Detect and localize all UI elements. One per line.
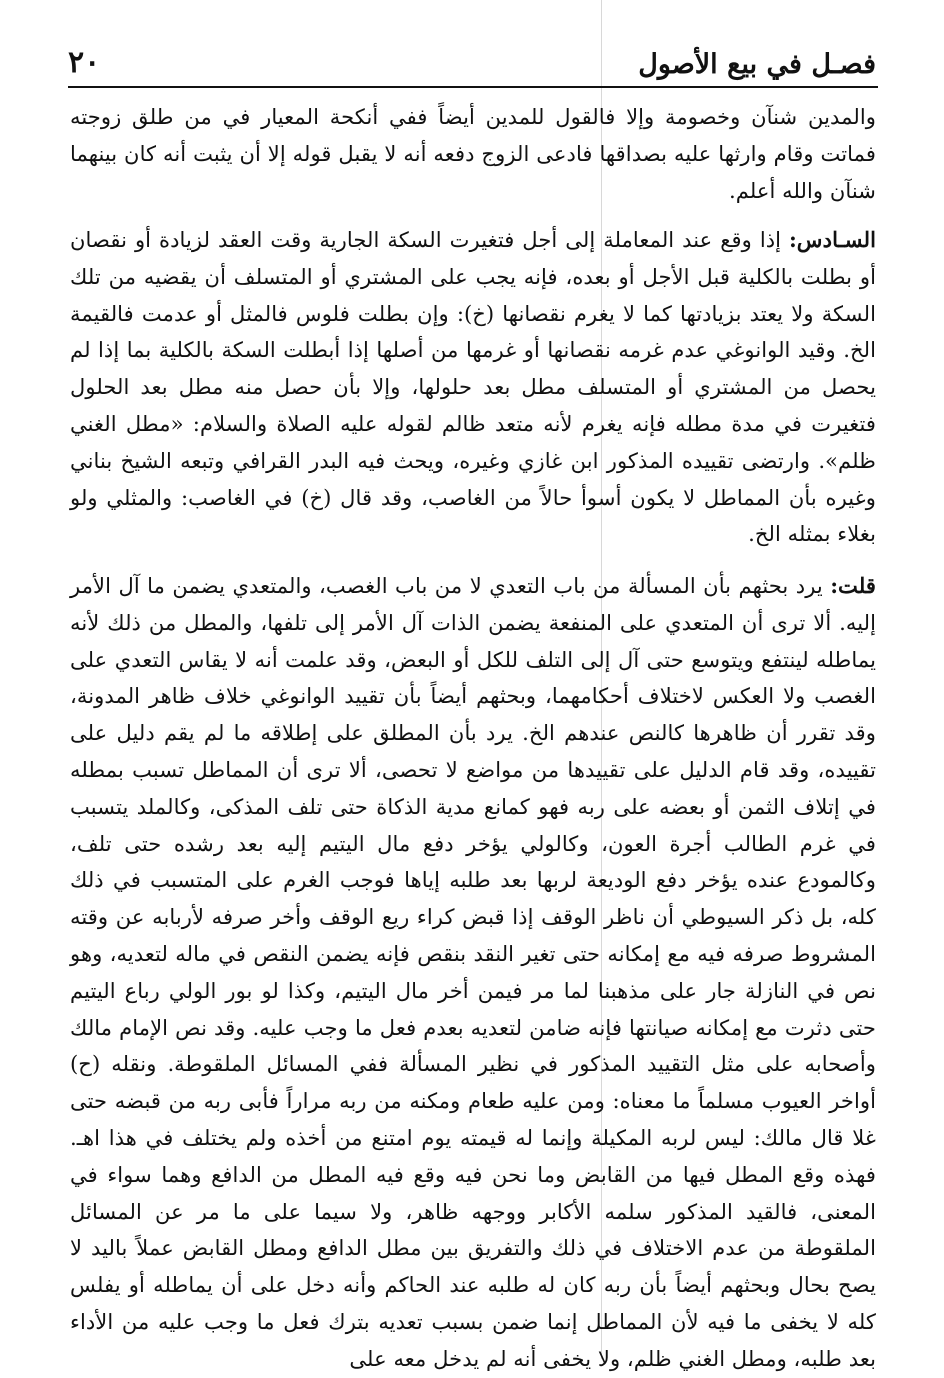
paragraph-text: يرد بحثهم بأن المسألة من باب التعدي لا من باب الغصب، والمتعدي يضمن ما آل الأمر إليه. ألا ترى أن المتعدي على المنفعة يضمن الذات آل الأمر إلى تلفها، والمطل من ذلك لأنه يماطله لينتفع ويتوسع حتى آل إلى التلف للكل أو البعض، وقد علمت أنه لا يقاس التعدي على الغصب ولا العكس لاختلاف أحكامهما، وبحثهم أيضاً بأن تقييد الوانوغي خلاف ظاهر المدونة، وقد تقرر أن ظاهرها كالنص عندهم الخ. يرد بأن المطلق على إطلاقه ما لم يقم دليل على تقييده، وقد قام الدليل على تقييدها من مواضع لا تحصى، ألا ترى أن المماطل تسبب بمطله في إتلاف الثمن أو بعضه على ربه فهو كمانع مدية الذكاة حتى تلف المذكى، وكالملد يتسبب في غرم الطالب أجرة العون، وكالولي يؤخر دفع مال اليتيم إليه بعد رشده حتى تلف، وكالمودع عنده يؤخر دفع الوديعة لربها بعد طلبه إياها فوجب الغرم على المتسبب في ذلك كله، بل ذكر السيوطي أن ناظر الوقف إذا قبض كراء ريع الوقف وأخر صرفه لأربابه عن وقته المشروط صرفه فيه مع إمكانه حتى تغير النقد بنقص فإنه يضمن النقص في ماله لتعديه، وهو نص في النازلة جار على مذهبنا لما مر فيمن أخر مال اليتيم، وكذا لو بور الولي رباع اليتيم حتى دثرت مع إمكانه صيانتها فإنه ضامن لتعديه بعدم فعل ما وجب عليه. وقد نص الإمام مالك وأصحابه على مثل التقييد المذكور في نظير المسألة ففي المسائل الملقوطة. ونقله (ح) أواخر العيوب مسلماً ما معناه: ومن عليه طعام ومكنه من ربه مراراً فأبى ربه من قبضه حتى غلا قال مالك: ليس لربه المكيلة وإنما له قيمته يوم امتنع من أخذه ولم يختلف في هذا اهـ. فهذه وقع المطل فيها من القابض وما نحن فيه وقع فيه المطل من الدافع وهما سواء في المعنى، فالقيد المذكور سلمه الأكابر ووجهه ظاهر، ولا سيما على ما مر عن المسائل الملقوطة من عدم الاختلاف في ذلك والتفريق بين مطل الدافع ومطل القابض عملاً باليد لا يصح بحال وبحثهم أيضاً بأن ربه كان له طلبه عند الحاكم وأنه دخل على أن يماطله أو يفلس كله لا يخفى ما فيه لأن المماطل إنما ضمن بسبب تعديه بترك فعل ما وجب عليه من الأداء بعد طلبه، ومطل الغني ظلم، ولا يخفى أنه لم يدخل معه على [70, 573, 876, 1371]
paragraph-qultu [70, 568, 876, 1378]
paragraph-text: والمدين شنآن وخصومة وإلا فالقول للمدين أيضاً ففي أنكحة المعيار في من طلق زوجته فماتت وقام وارثها عليه بصداقها فادعى الزوج دفعه أنه لا يقبل قوله إلا أن يثبت أنه كان بينهما شنآن والله أعلم. [70, 104, 876, 203]
page-header [68, 30, 876, 80]
paragraph-lead: قلت: [830, 573, 876, 598]
paragraph-text: إذا وقع عند المعاملة إلى أجل فتغيرت السكة الجارية وقت العقد لزيادة أو نقصان أو بطلت بالكلية قبل الأجل أو بعده، فإنه يجب على المشتري أو المتسلف أن يقضيه من تلك السكة ولا يعتد بزيادتها كما لا يغرم نقصانها (خ): وإن بطلت فلوس فالمثل أو عدمت فالقيمة الخ. وقيد الوانوغي عدم غرمه نقصانها أو غرمها من أصلها إذا أبطلت السكة بالكلية بما إذا لم يحصل من المشتري أو المتسلف مطل بعد حلولها، وإلا بأن حصل منه مطل بعد الحلول فتغيرت في مدة مطله فإنه يغرم لأنه متعد ظالم لقوله عليه الصلاة والسلام: «مطل الغني ظلم». وارتضى تقييده المذكور ابن غازي وغيره، ويحث فيه البدر القرافي وتبعه الشيخ بناني وغيره بأن المماطل لا يكون أسوأ حالاً من الغاصب، وقد قال (خ) في الغاصب: والمثلي ولو بغلاء بمثله الخ. [70, 227, 876, 547]
page-title: فصـل في بيع الأصول [638, 49, 876, 80]
paragraph-sixth [70, 222, 876, 553]
paragraph-continuation [70, 99, 876, 209]
header-divider [68, 86, 878, 88]
paragraph-lead: السـادس: [788, 227, 876, 252]
page-number: ٢٠ [68, 45, 101, 80]
